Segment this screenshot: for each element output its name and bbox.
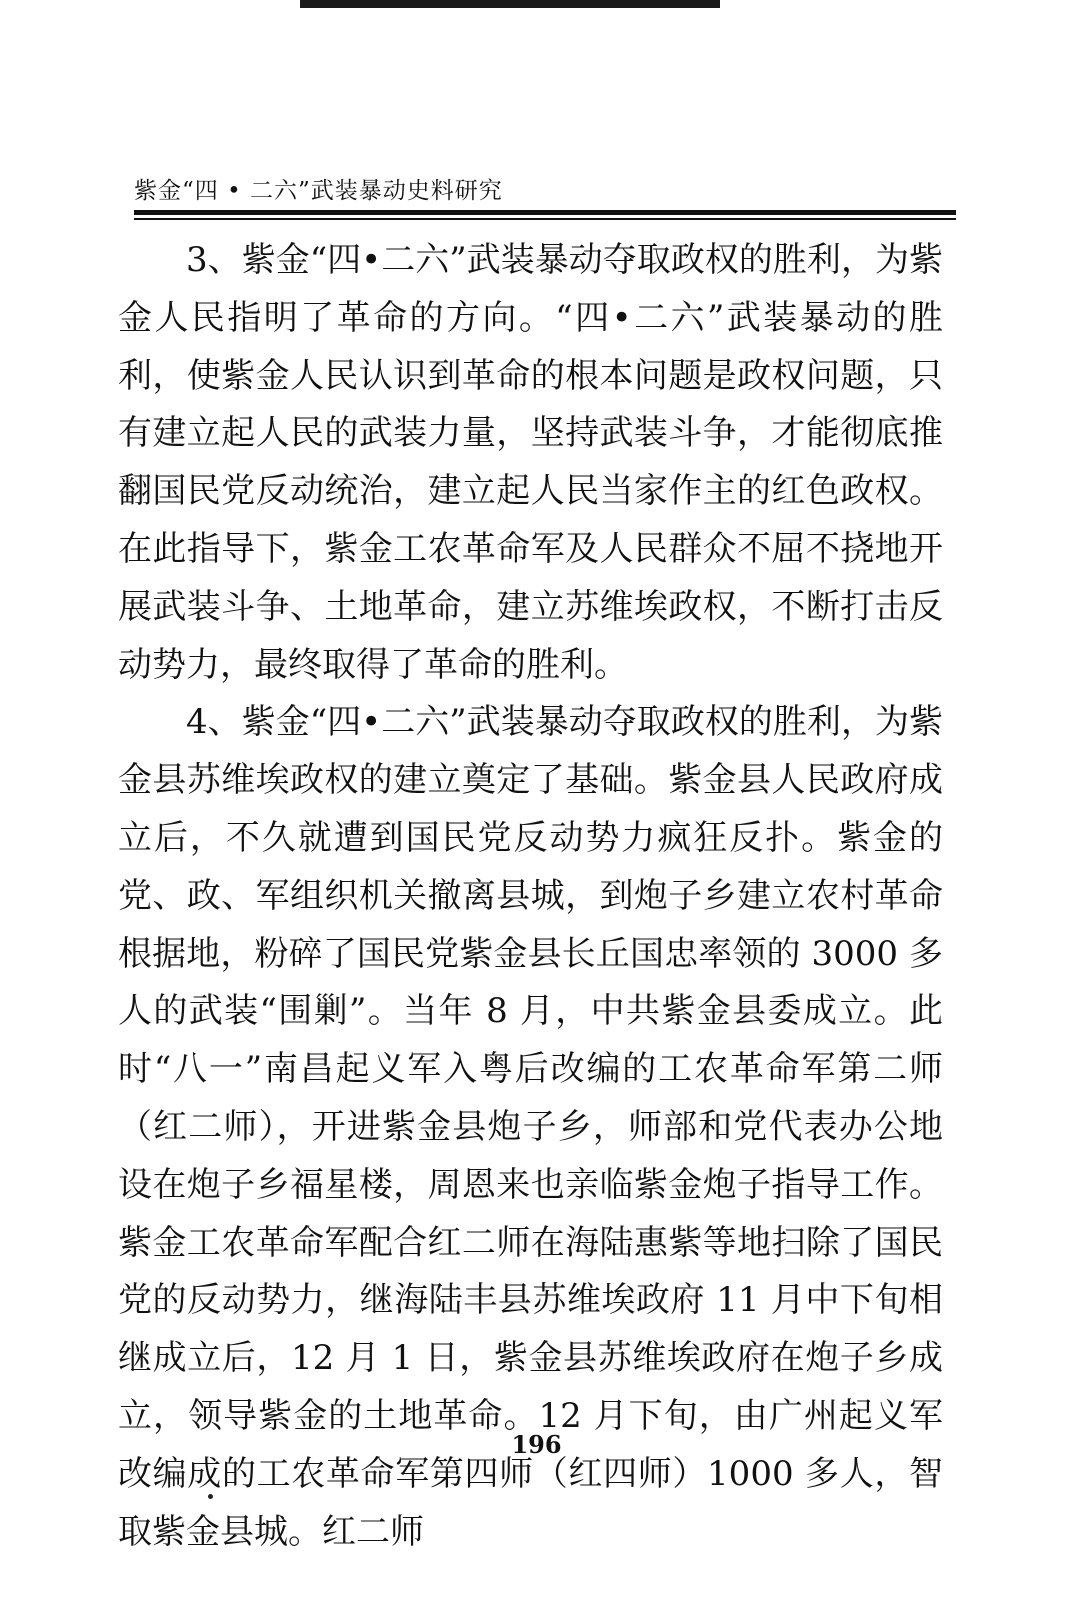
scan-speck xyxy=(208,1494,213,1499)
header-rule-thin xyxy=(134,218,956,220)
paragraph-4: 4、紫金“四•二六”武装暴动夺取政权的胜利，为紫金县苏维埃政权的建立奠定了基础。紫金县人民政府成立后，不久就遭到国民党反动势力疯狂反扑。紫金的党、政、军组织机关撤离县城，到炮子乡建立农村革命根据地，粉碎了国民党紫金县长丘国忠率领的 3000 多人的武装“围剿”。当年 8 月，中共紫金县委成立。此时“八一”南昌起义军入粤后改编的工农革命军第二师（红二师），开进紫金县炮子乡，师部和党代表办公地设在炮子乡福星楼，周恩来也亲临紫金炮子指导工作。紫金工农革命军配合红二师在海陆惠紫等地扫除了国民党的反动势力，继海陆丰县苏维埃政府 11 月中下旬相继成立后，12 月 1 日，紫金县苏维埃政府在炮子乡成立，领导紫金的土地革命。12 月下旬，由广州起义军改编成的工农革命军第四师（红四师）1000 多人，智取紫金县城。红二师 xyxy=(118,702,943,1552)
header-rule-thick xyxy=(134,210,956,215)
body-text xyxy=(118,232,943,1561)
scan-top-edge xyxy=(300,0,720,8)
page-number: 196 xyxy=(511,1430,562,1459)
paragraph-3: 3、紫金“四•二六”武装暴动夺取政权的胜利，为紫金人民指明了革命的方向。“四•二六”武装暴动的胜利，使紫金人民认识到革命的根本问题是政权问题，只有建立起人民的武装力量，坚持武装斗争，才能彻底推翻国民党反动统治，建立起人民当家作主的红色政权。在此指导下，紫金工农革命军及人民群众不屈不挠地开展武装斗争、土地革命，建立苏维埃政权，不断打击反动势力，最终取得了革命的胜利。 xyxy=(118,240,943,685)
running-header: 紫金“四 • 二六”武装暴动史料研究 xyxy=(134,178,503,204)
